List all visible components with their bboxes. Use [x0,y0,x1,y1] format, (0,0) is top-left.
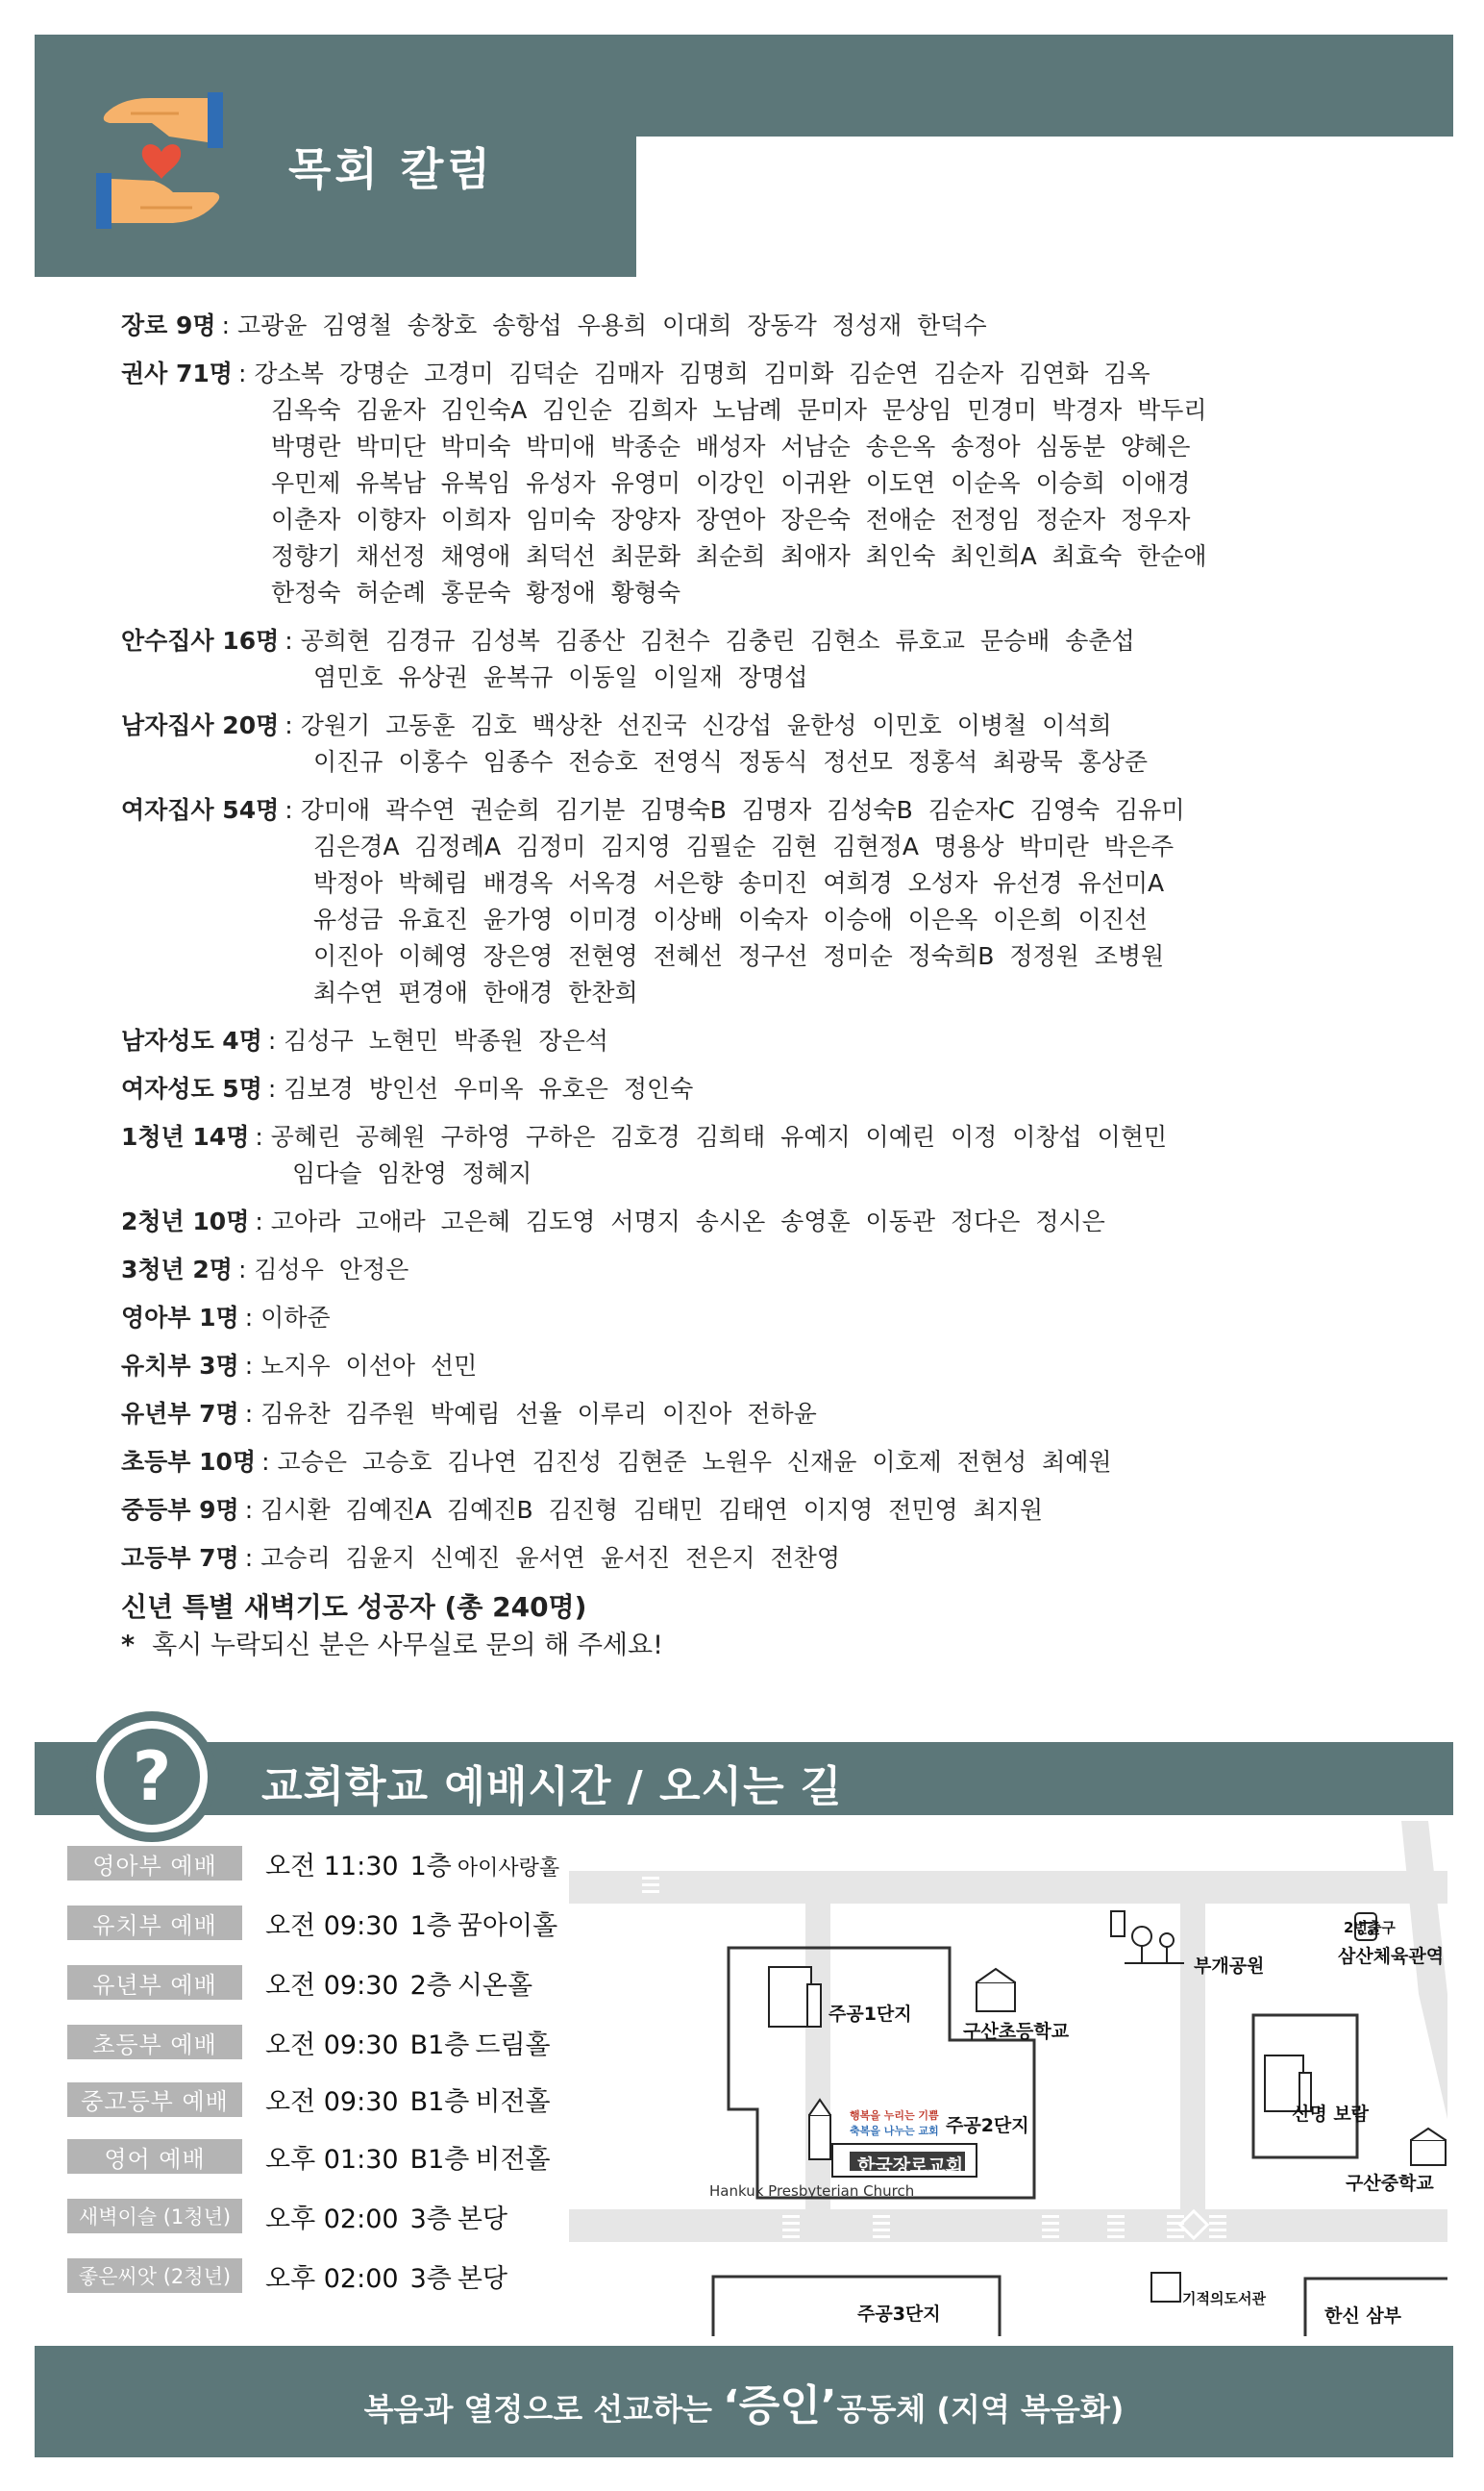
map-label-apt1: 주공1단지 [829,2004,912,2025]
footer-banner [35,2346,1453,2457]
member-row [121,1348,1351,1384]
member-group-label: 유년부 7명 [121,1400,239,1428]
department-badge: 초등부 예배 [67,2025,242,2059]
schedule-row [67,1904,557,1942]
map-label-church-english: Hankuk Presbyterian Church [709,2182,915,2200]
member-row [121,1492,1351,1529]
map-label-apt2: 주공2단지 [946,2115,1029,2136]
schedule-floor: B1층 [409,2087,470,2118]
footer-slogan-quote: ‘증인’ [723,2381,837,2430]
member-names-line: 박명란 박미단 박미숙 박미애 박종순 배성자 서남순 송은옥 송정아 심동분 양혜은 [271,433,1191,461]
member-row [121,1071,1351,1108]
colon-separator: : [284,711,293,739]
member-group-label: 여자집사 54명 [121,796,280,824]
member-row [121,1252,1351,1288]
schedule-room: 비전홀 [475,2144,551,2175]
schedule-time: 오후 02:00 [265,2263,399,2294]
colon-separator: : [284,627,293,655]
member-group-label: 남자집사 20명 [121,711,280,739]
schedule-room: 아이사랑홀 [457,1856,560,1881]
schedule-row [67,2197,507,2235]
road-diagonal [1401,1821,1447,2119]
schedule-room: 드림홀 [475,2030,551,2060]
member-row [121,792,1351,1011]
department-badge: 새벽이슬 (1청년) [67,2199,242,2233]
member-group-label: 2청년 10명 [121,1208,250,1235]
member-names-line: 우민제 유복남 유복임 유성자 유영미 이강인 이귀완 이도연 이순옥 이승희 이애경 [271,469,1191,497]
schedule-detail [265,1964,532,2002]
member-names-line: 김보경 방인선 우미옥 유호은 정인숙 [284,1075,694,1103]
schedule-row [67,2023,551,2061]
member-row [121,1119,1351,1192]
footer-slogan-after: 공동체 (지역 복음화) [836,2391,1125,2428]
page-title: 목회 칼럼 [288,143,494,195]
member-group-label: 남자성도 4명 [121,1027,262,1055]
road-top [569,1871,1447,1904]
schedule-row [67,2256,507,2295]
question-icon: ? [104,1729,200,1825]
department-badge: 좋은씨앗 (2청년) [67,2258,242,2293]
schedule-detail [265,2138,551,2176]
member-row [121,623,1351,696]
map-label-park: 부개공원 [1194,1955,1265,1977]
schedule-time: 오후 02:00 [265,2204,399,2234]
directions-map [569,1821,1447,2336]
schedule-floor: 2층 [409,1970,452,2001]
member-row [121,1540,1351,1577]
member-list [121,308,1351,1665]
member-names-line: 강미애 곽수연 권순희 김기분 김명숙B 김명자 김성숙B 김순자C 김영숙 김유미 [300,796,1185,824]
colon-separator: : [255,1208,263,1235]
member-names-line: 노지우 이선아 선민 [260,1352,478,1380]
colon-separator: : [244,1544,254,1572]
member-names-line: 이진아 이혜영 장은영 전현영 전혜선 정구선 정미순 정숙희B 정정원 조병원 [313,942,1165,970]
schedule-floor: 1층 [409,1910,452,1941]
member-group-label: 1청년 14명 [121,1123,250,1151]
schedule-floor: B1층 [409,2144,470,2175]
schedule-floor: 3층 [409,2204,452,2234]
schedule-detail [265,2198,507,2235]
member-names-line: 김은경A 김정례A 김정미 김지영 김필순 김현 김현정A 명용상 박미란 박은주 [313,833,1175,860]
member-group-label: 장로 9명 [121,311,216,339]
colon-separator: : [244,1304,254,1332]
member-names-line: 유성금 유효진 윤가영 이미경 이상배 이숙자 이승애 이은옥 이은희 이진선 [313,906,1149,934]
colon-separator: : [255,1123,263,1151]
member-group-label: 권사 71명 [121,360,233,387]
member-names-line: 박정아 박혜림 배경옥 서옥경 서은향 송미진 여희경 오성자 유선경 유선미A [313,869,1165,897]
schedule-row [67,2137,551,2176]
schedule-detail [265,2080,551,2118]
member-names-line: 김옥숙 김윤자 김인숙A 김인순 김희자 노남례 문미자 문상임 민경미 박경자 박두리 [271,396,1207,424]
member-names-line: 최수연 편경애 한애경 한찬희 [313,979,638,1007]
colon-separator: : [244,1352,254,1380]
member-names-line: 한정숙 허순례 홍문숙 황정애 황형숙 [271,579,681,607]
map-label-church: 한국장로교회 [857,2155,964,2177]
road-main [569,2209,1447,2242]
schedule-detail [265,1905,557,1942]
schedule-detail [265,2257,507,2295]
schedule-floor: B1층 [409,2030,470,2060]
member-names-line: 이진규 이홍수 임종수 전승호 전영식 정동식 정선모 정홍석 최광묵 홍상준 [313,748,1149,776]
schedule-row [67,1844,559,1882]
schedule-room: 꿈아이홀 [457,1910,558,1941]
schedule-room: 비전홀 [475,2087,551,2118]
member-group-label: 초등부 10명 [121,1448,257,1476]
colon-separator: : [244,1496,254,1524]
member-names-line: 염민호 유상권 윤복규 이동일 이일재 장명섭 [313,663,808,691]
header-banner-cutout [636,137,1453,277]
map-label-gusan-middle: 구산중학교 [1346,2173,1434,2194]
member-names-line: 강원기 고동훈 김호 백상찬 선진국 신강섭 윤한성 이민호 이병철 이석희 [300,711,1112,739]
map-label-gusan-elementary: 구산초등학교 [963,2021,1070,2042]
member-names-line: 이춘자 이향자 이희자 임미숙 장양자 장연아 장은숙 전애순 전정임 정순자 정우자 [271,506,1191,534]
member-names-line: 고아라 고애라 고은혜 김도영 서명지 송시온 송영훈 이동관 정다은 정시은 [270,1208,1105,1235]
schedule-detail [265,2024,551,2061]
member-group-label: 유치부 3명 [121,1352,239,1380]
colon-separator: : [221,311,230,339]
member-names-line: 김유찬 김주원 박예림 선율 이루리 이진아 전하윤 [260,1400,817,1428]
member-names-line: 김성우 안정은 [254,1256,409,1283]
schedule-room: 시온홀 [457,1970,533,2001]
department-badge: 영어 예배 [67,2139,242,2174]
member-names-line: 강소복 강명순 고경미 김덕순 김매자 김명희 김미화 김순연 김순자 김연화 김옥 [254,360,1150,387]
member-group-label: 3청년 2명 [121,1256,233,1283]
member-names-line: 김성구 노현민 박종원 장은석 [284,1027,608,1055]
colon-separator: : [244,1400,254,1428]
colon-separator: : [237,360,247,387]
department-badge: 영아부 예배 [67,1846,242,1881]
schedule-row [67,2080,551,2119]
member-row [121,1023,1351,1059]
member-group-label: 중등부 9명 [121,1496,239,1524]
department-badge: 유치부 예배 [67,1906,242,1940]
member-row [121,1444,1351,1481]
map-label-sinmyeong: 신명 보람 [1292,2104,1370,2125]
member-row [121,708,1351,781]
map-label-church-slogan-2: 축복을 나누는 교회 [850,2125,939,2137]
schedule-floor: 1층 [409,1851,452,1881]
member-names-line: 정향기 채선정 채영애 최덕선 최문화 최순희 최애자 최인숙 최인희A 최효숙 한순애 [271,542,1207,570]
member-row [121,1300,1351,1336]
map-label-church-slogan-1: 행복을 누리는 기쁨 [850,2109,939,2122]
member-names-line: 공혜린 공혜원 구하영 구하은 김호경 김희태 유예지 이예린 이정 이창섭 이현민 [270,1123,1168,1151]
colon-separator: : [267,1075,277,1103]
footer-slogan [364,2371,1125,2432]
schedule-room: 본당 [457,2263,507,2294]
member-row [121,1204,1351,1240]
member-names-line: 임다슬 임찬영 정혜지 [292,1159,532,1187]
department-badge: 중고등부 예배 [67,2082,242,2117]
member-group-label: 안수집사 16명 [121,627,280,655]
map-label-library: 기적의도서관 [1182,2290,1266,2307]
schedule-detail [265,1845,559,1882]
schedule-time: 오전 09:30 [265,2030,399,2060]
schedule-time: 오후 01:30 [265,2144,399,2175]
schedule-time: 오전 09:30 [265,1970,399,2001]
schedule-floor: 3층 [409,2263,452,2294]
member-row [121,356,1351,611]
section-title: 교회학교 예배시간 / 오시는 길 [261,1762,843,1811]
member-group-label: 여자성도 5명 [121,1075,262,1103]
summary-title: 신년 특별 새벽기도 성공자 (총 240명) [121,1591,587,1623]
colon-separator: : [237,1256,247,1283]
map-label-exit: 2번출구 [1344,1919,1396,1936]
block-apt3 [713,2277,1000,2336]
member-names-line: 공희현 김경규 김성복 김종산 김천수 김충린 김현소 류호교 문승배 송춘섭 [300,627,1135,655]
map-label-sports-complex: 삼산체육관역 [1338,1946,1445,1967]
member-names-line: 고승리 김윤지 신예진 윤서연 윤서진 전은지 전찬영 [260,1544,840,1572]
map-label-apt3: 주공3단지 [857,2304,941,2325]
schedule-row [67,1963,532,2002]
schedule-room: 본당 [457,2204,507,2234]
member-names-line: 고승은 고승호 김나연 김진성 김현준 노원우 신재윤 이호제 전현성 최예원 [277,1448,1112,1476]
schedule-time: 오전 11:30 [265,1851,399,1881]
summary-note-text: 혹시 누락되신 분은 사무실로 문의 해 주세요! [152,1631,663,1660]
colon-separator: : [261,1448,270,1476]
member-row [121,308,1351,344]
department-badge: 유년부 예배 [67,1965,242,2000]
summary-note [121,1627,1351,1665]
member-row [121,1396,1351,1432]
footer-slogan-before: 복음과 열정으로 선교하는 [363,2391,724,2428]
member-group-label: 영아부 1명 [121,1304,239,1332]
map-label-hanshin: 한신 삼부 [1324,2305,1402,2327]
schedule-time: 오전 09:30 [265,2087,399,2118]
asterisk-icon: * [121,1631,136,1660]
question-badge [87,1711,217,1842]
schedule-time: 오전 09:30 [265,1910,399,1941]
member-names-line: 고광윤 김영철 송창호 송항섭 우용희 이대희 장동각 정성재 한덕수 [237,311,987,339]
colon-separator: : [267,1027,277,1055]
member-names-line: 이하준 [260,1304,331,1332]
hands-heart-icon [92,88,231,233]
member-names-line: 김시환 김예진A 김예진B 김진형 김태민 김태연 이지영 전민영 최지원 [260,1496,1044,1524]
member-group-label: 고등부 7명 [121,1544,239,1572]
colon-separator: : [284,796,293,824]
